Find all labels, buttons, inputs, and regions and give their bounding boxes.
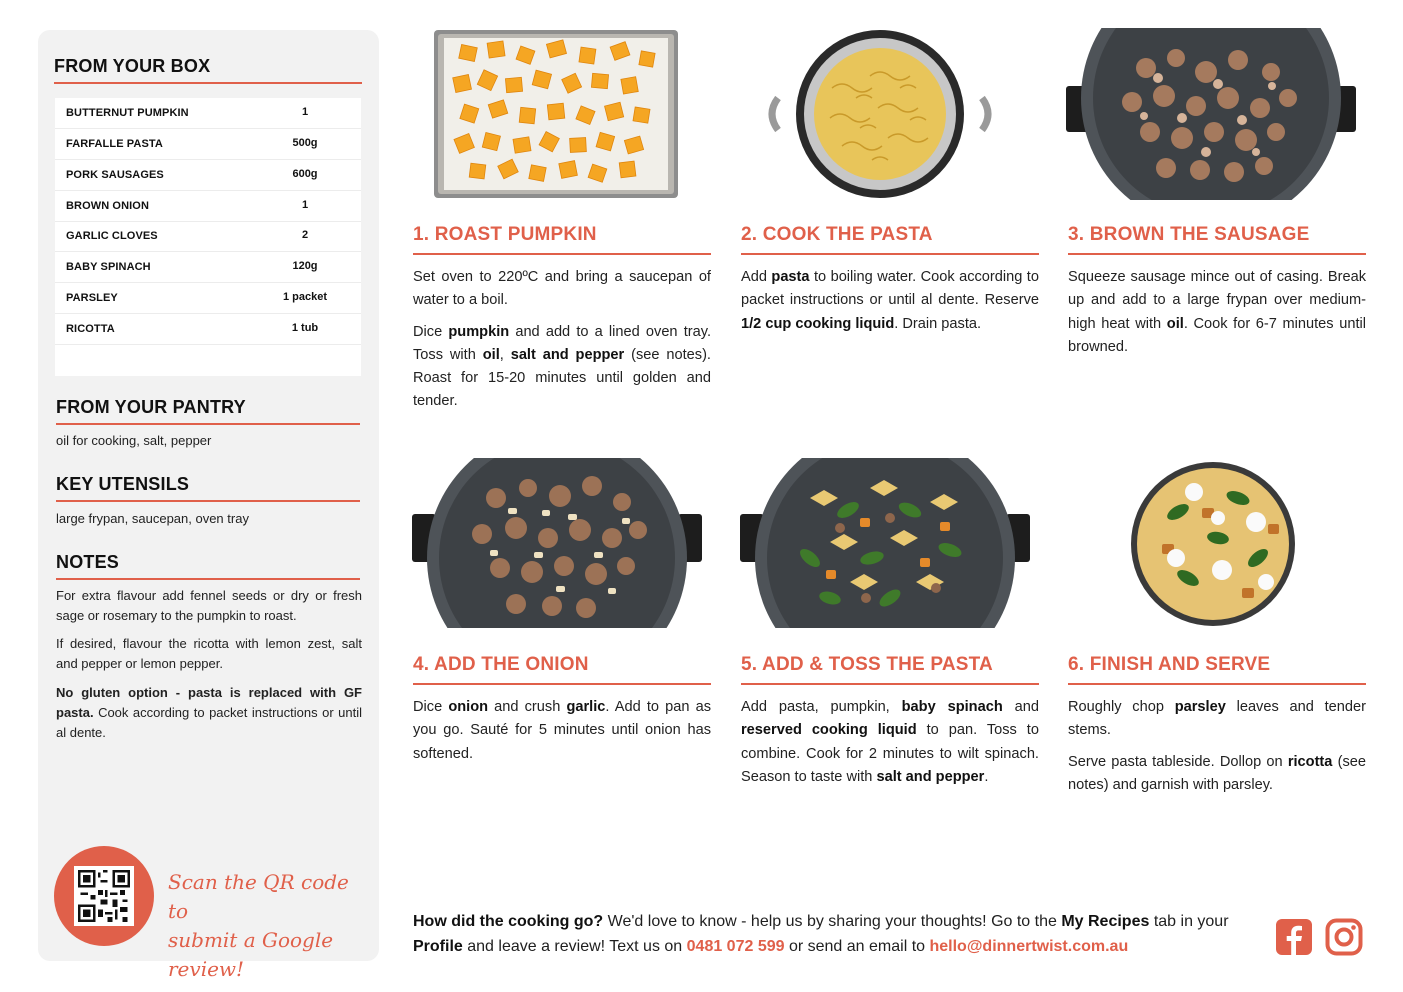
phone-link[interactable]: 0481 072 599	[686, 938, 785, 955]
footer-question: How did the cooking go?	[413, 913, 604, 930]
ingredient-name: PARSLEY	[66, 292, 118, 304]
footer-text: or send an email to	[784, 938, 930, 955]
notes-heading-rule	[56, 578, 360, 580]
pantry-heading-rule	[56, 423, 360, 425]
text: . Add to pan as you go. Sauté for 5 minutes until onion has softened.	[413, 699, 712, 762]
pantry-text: oil for cooking, salt, pepper	[56, 433, 212, 448]
ingredient-highlight: pasta	[771, 269, 810, 285]
footer-text: and leave a review! Text us on	[462, 938, 687, 955]
ingredient-name: BROWN ONION	[66, 200, 149, 212]
text: (see notes) and garnish with parsley.	[1068, 753, 1366, 793]
ingredient-highlight: onion	[448, 699, 489, 715]
step-4-title: 4. ADD THE ONION	[413, 654, 589, 675]
table-row	[55, 160, 361, 191]
text: Dice	[413, 323, 449, 340]
ingredient-qty: 500g	[292, 137, 318, 149]
text: Roughly chop	[1068, 699, 1175, 715]
ingredient-highlight: ricotta	[1287, 753, 1333, 770]
step-3-title: 3. BROWN THE SAUSAGE	[1068, 224, 1310, 245]
text: Serve pasta tableside. Dollop on	[1068, 753, 1288, 770]
footer-text: tab in your	[1149, 913, 1229, 930]
ingredient-highlight: salt and pepper	[510, 346, 625, 363]
step-3-rule	[1068, 253, 1366, 255]
ingredients-sidebar	[38, 30, 379, 981]
my-recipes-link[interactable]: My Recipes	[1061, 913, 1150, 930]
step-4-image	[412, 458, 702, 628]
step-6-para-1	[1068, 696, 1366, 743]
table-row	[55, 191, 361, 222]
footer-text: We'd love to know - help us by sharing your thoughts! Go to the	[603, 913, 1062, 930]
ingredient-highlight: salt and pepper	[876, 768, 985, 785]
ingredient-highlight: garlic	[566, 699, 606, 715]
step-1-body	[413, 266, 711, 422]
note-3-bold: No gluten option - pasta is replaced with GF pasta.	[56, 685, 362, 720]
note-3	[56, 683, 362, 743]
text: . Drain pasta.	[894, 315, 982, 332]
step-2-title: 2. COOK THE PASTA	[741, 224, 933, 245]
ingredient-qty: 1 packet	[282, 291, 328, 303]
profile-link[interactable]: Profile	[413, 938, 463, 955]
step-3-image	[1066, 28, 1356, 200]
text: to pan. Toss to combine. Cook for 2 minutes to wilt spinach. Season to taste with	[741, 722, 1039, 785]
feedback-footer	[413, 909, 1263, 959]
ingredient-qty: 600g	[292, 168, 318, 180]
text: Squeeze sausage mince out of casing. Break up and add to a large frypan over medium-high heat with	[1068, 269, 1366, 332]
step-6-para-2	[1068, 751, 1366, 798]
text: ,	[499, 346, 511, 363]
qr-caption	[168, 868, 368, 984]
note-2: If desired, flavour the ricotta with lemon zest, salt and pepper or lemon pepper.	[56, 636, 362, 671]
step-4-rule	[413, 683, 711, 685]
text: and add to a lined oven tray. Toss with	[413, 323, 712, 363]
text: (see notes). Roast for 15-20 minutes until golden and tender.	[413, 346, 711, 410]
step-2-rule	[741, 253, 1039, 255]
ingredient-highlight: oil	[482, 346, 500, 363]
step-3-body	[1068, 266, 1366, 367]
step-6-title: 6. FINISH AND SERVE	[1068, 654, 1271, 675]
step-1-para-1: Set oven to 220ºC and bring a saucepan of water to a boil.	[413, 269, 711, 309]
step-5-body	[741, 696, 1039, 797]
qr-code-icon[interactable]	[74, 866, 134, 926]
step-2-image	[760, 28, 1000, 200]
table-row	[55, 129, 361, 160]
step-1-rule	[413, 253, 711, 255]
box-heading-rule	[54, 82, 362, 84]
step-6-rule	[1068, 683, 1366, 685]
qr-badge[interactable]	[54, 846, 154, 946]
step-1-image	[430, 28, 682, 200]
facebook-icon[interactable]	[1275, 918, 1313, 956]
ingredient-name: BUTTERNUT PUMPKIN	[66, 107, 189, 119]
qr-caption-line1: Scan the QR code to	[168, 870, 349, 923]
step-5-rule	[741, 683, 1039, 685]
note-3-rest: Cook according to packet instructions or until al dente.	[56, 705, 362, 740]
text: Add	[741, 269, 772, 285]
ingredient-qty: 1	[301, 106, 309, 118]
step-6-body	[1068, 696, 1366, 805]
ingredient-qty: 1 tub	[291, 322, 319, 334]
notes-heading: NOTES	[56, 552, 120, 572]
ingredient-highlight: baby spinach	[901, 699, 1003, 715]
step-5-para-1	[741, 696, 1039, 789]
table-row	[55, 252, 361, 283]
ingredient-name: GARLIC CLOVES	[66, 230, 158, 242]
step-5-title: 5. ADD & TOSS THE PASTA	[741, 654, 993, 675]
text: leaves and tender stems.	[1068, 699, 1366, 739]
utensils-text: large frypan, saucepan, oven tray	[56, 511, 249, 526]
table-row	[55, 283, 361, 314]
text: and crush	[488, 699, 567, 715]
ingredient-highlight: reserved cooking liquid	[741, 722, 917, 739]
utensils-heading: KEY UTENSILS	[56, 474, 190, 494]
ingredient-name: RICOTTA	[66, 323, 115, 335]
note-1: For extra flavour add fennel seeds or dry or fresh sage or rosemary to the pumpkin to roast.	[56, 588, 362, 623]
utensils-heading-rule	[56, 500, 360, 502]
step-5-image	[740, 458, 1030, 628]
ingredient-name: FARFALLE PASTA	[66, 138, 163, 150]
table-row	[55, 314, 361, 345]
step-1-title: 1. ROAST PUMPKIN	[413, 224, 597, 245]
step-3-para-1	[1068, 266, 1366, 359]
instagram-icon[interactable]	[1325, 918, 1363, 956]
text: and	[1002, 699, 1039, 715]
box-ingredients-table	[55, 98, 361, 376]
ingredient-qty: 2	[301, 229, 309, 241]
table-row	[55, 221, 361, 252]
text: .	[984, 768, 989, 785]
table-row	[55, 98, 361, 129]
ingredient-highlight: 1/2 cup cooking liquid	[741, 315, 895, 332]
step-4-para-1	[413, 696, 711, 766]
ingredient-name: BABY SPINACH	[66, 261, 151, 273]
step-1-para-2	[413, 321, 711, 414]
ingredient-highlight: parsley	[1174, 699, 1226, 715]
ingredient-name: PORK SAUSAGES	[66, 169, 164, 181]
text: Dice	[413, 699, 449, 715]
step-4-body	[413, 696, 711, 774]
ingredient-highlight: oil	[1166, 315, 1184, 332]
ingredient-qty: 1	[301, 199, 309, 211]
text: . Cook for 6-7 minutes until browned.	[1068, 315, 1366, 355]
email-link[interactable]: hello@dinnertwist.com.au	[929, 938, 1129, 955]
step-2-body	[741, 266, 1039, 344]
qr-caption-line2: submit a Google review!	[168, 928, 334, 981]
box-heading: FROM YOUR BOX	[54, 56, 211, 76]
text: to boiling water. Cook according to packet instructions or until al dente. Reserve	[741, 269, 1039, 309]
ingredient-highlight: pumpkin	[448, 323, 510, 340]
ingredient-qty: 120g	[292, 260, 318, 272]
step-6-image	[1118, 458, 1308, 628]
step-2-para-1	[741, 266, 1039, 336]
pantry-heading: FROM YOUR PANTRY	[56, 397, 246, 417]
text: Add pasta, pumpkin,	[741, 699, 902, 715]
